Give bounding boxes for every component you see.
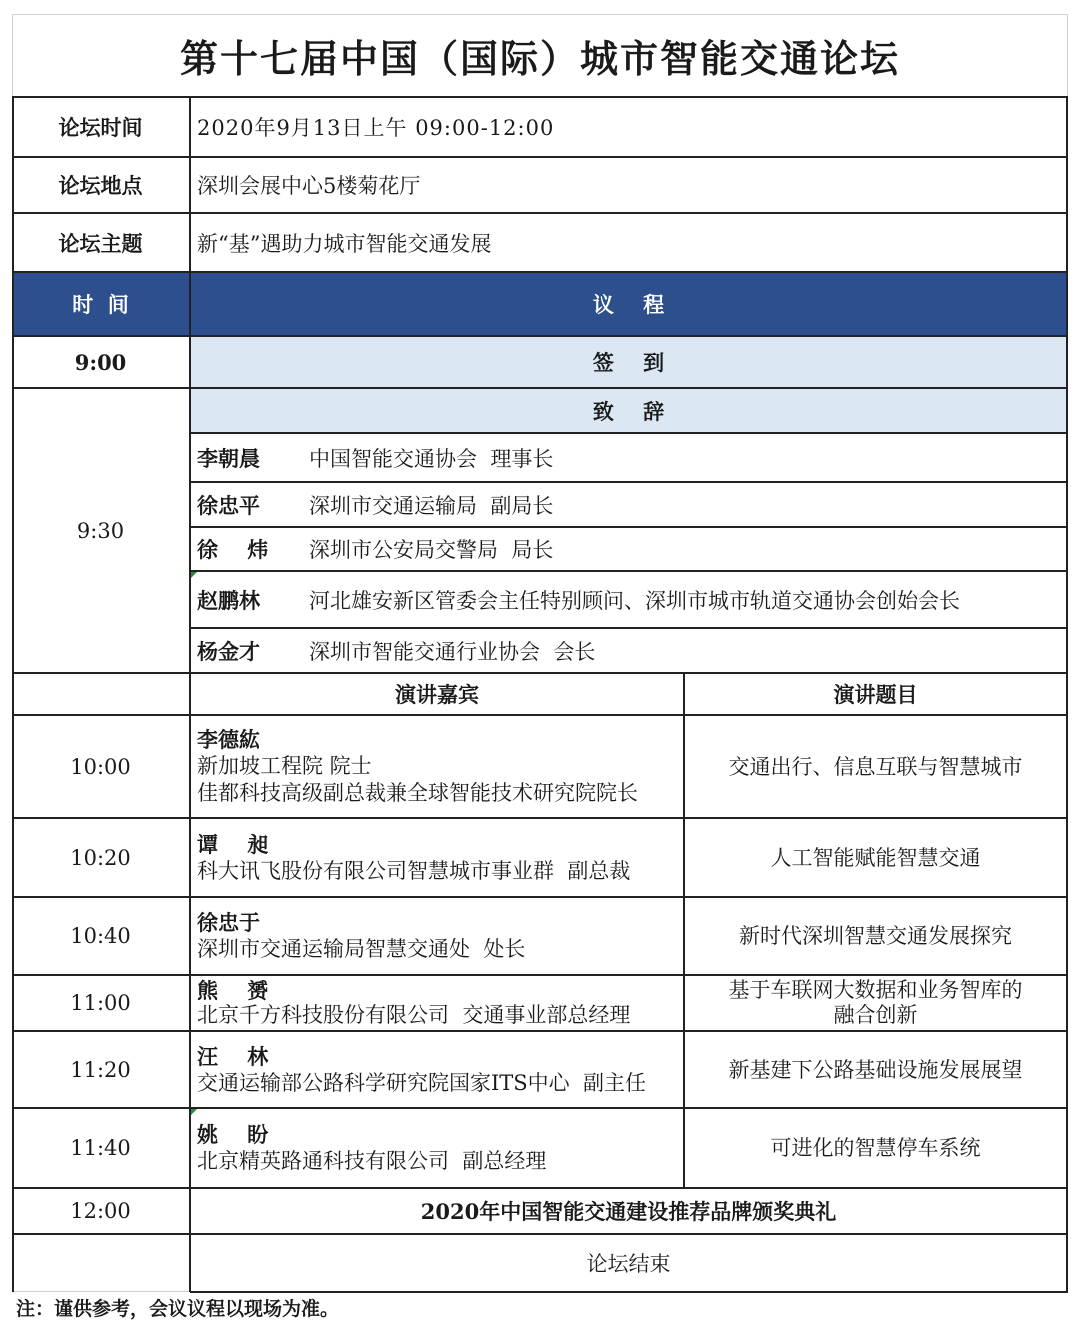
- talk-speaker-name: 谭 昶: [197, 831, 269, 857]
- welcome-speaker: [191, 483, 1066, 526]
- speaker-name: 李朝晨: [197, 445, 260, 471]
- talk-topic: 交通出行、信息互联与智慧城市: [728, 754, 1023, 779]
- talk-topic: 可进化的智慧停车系统: [770, 1136, 981, 1160]
- talk-topic: 新基建下公路基础设施发展展望: [728, 1057, 1023, 1082]
- info-label-venue: 论坛地点: [58, 173, 143, 198]
- speaker-name: 徐忠平: [197, 492, 260, 518]
- rule: [190, 1291, 1068, 1293]
- closing-label: 论坛结束: [586, 1252, 671, 1276]
- welcome-speaker: [191, 434, 1066, 481]
- award-label: 2020年中国智能交通建设推荐品牌颁奖典礼: [420, 1199, 837, 1224]
- talk-speaker-title: 北京千方科技股份有限公司 交通事业部总经理: [197, 1003, 631, 1027]
- info-value-theme: 新“基”遇助力城市智能交通发展: [197, 231, 492, 256]
- talks-header-speaker: 演讲嘉宾: [395, 682, 479, 707]
- info-value-venue: 深圳会展中心5楼菊花厅: [197, 174, 421, 198]
- talk-speaker: [191, 976, 683, 1030]
- award-time: 12:00: [70, 1199, 131, 1223]
- info-label-theme: 论坛主题: [58, 230, 143, 256]
- speaker-role: 中国智能交通协会 理事长: [309, 446, 554, 471]
- talk-speaker: [191, 898, 683, 974]
- welcome-time: 9:30: [76, 518, 125, 543]
- talk-time: 10:20: [70, 845, 131, 870]
- speaker-name: 杨金才: [197, 638, 260, 664]
- talk-topic: 新时代深圳智慧交通发展探究: [739, 924, 1012, 948]
- talk-speaker-name: 姚 盼: [197, 1122, 269, 1147]
- speaker-role: 河北雄安新区管委会主任特别顾问、深圳市城市轨道交通协会创始会长: [309, 588, 960, 613]
- talk-speaker-name: 汪 林: [197, 1043, 269, 1069]
- page-title: 第十七届中国（国际）城市智能交通论坛: [179, 35, 900, 81]
- header-time: 时 间: [72, 292, 129, 317]
- talk-speaker-title: 科大讯飞股份有限公司智慧城市事业群 副总裁: [197, 858, 631, 883]
- talk-time: 11:20: [70, 1057, 131, 1082]
- talks-header-topic: 演讲题目: [833, 682, 918, 707]
- welcome-label: 致 辞: [592, 398, 665, 424]
- talk-topic: 人工智能赋能智慧交通: [770, 845, 981, 870]
- speaker-name: 赵鹏林: [197, 587, 260, 613]
- talk-speaker-title: 新加坡工程院 院士: [197, 754, 372, 778]
- talk-speaker-name: 李德紘: [197, 727, 260, 752]
- talk-topic: 基于车联网大数据和业务智库的融合创新: [728, 978, 1023, 1027]
- welcome-speaker: [191, 629, 1066, 672]
- talk-speaker: [191, 819, 683, 896]
- welcome-speaker: [191, 528, 1066, 570]
- talk-speaker-name: 熊 赟: [197, 978, 269, 1003]
- talk-speaker-name: 徐忠于: [197, 910, 260, 935]
- signin-time: 9:00: [74, 349, 127, 375]
- talk-time: 10:00: [70, 754, 131, 779]
- talk-speaker: [191, 716, 683, 817]
- talk-time: 11:40: [70, 1136, 131, 1160]
- signin-label: 签 到: [592, 350, 665, 375]
- talk-speaker: [191, 1109, 683, 1187]
- speaker-role: 深圳市交通运输局 副局长: [309, 493, 554, 518]
- info-value-time: 2020年9月13日上午 09:00-12:00: [197, 116, 555, 140]
- talk-speaker: [191, 1032, 683, 1107]
- header-agenda: 议 程: [592, 292, 665, 317]
- talk-speaker-title: 佳都科技高级副总裁兼全球智能技术研究院院长: [197, 781, 638, 805]
- talk-time: 11:00: [70, 991, 131, 1015]
- rule: [1066, 96, 1068, 1292]
- speaker-role: 深圳市公安局交警局 局长: [309, 538, 554, 562]
- talk-time: 10:40: [70, 924, 131, 948]
- welcome-speaker: [191, 572, 1066, 627]
- speaker-name: 徐 炜: [197, 537, 269, 562]
- talk-speaker-title: 北京精英路通科技有限公司 副总经理: [197, 1149, 547, 1173]
- info-label-time: 论坛时间: [58, 115, 143, 140]
- talk-speaker-title: 深圳市交通运输局智慧交通处 处长: [197, 937, 526, 961]
- footnote: 注：谨供参考，会议议程以现场为准。: [16, 1298, 340, 1320]
- talk-speaker-title: 交通运输部公路科学研究院国家ITS中心 副主任: [197, 1070, 647, 1095]
- speaker-role: 深圳市智能交通行业协会 会长: [309, 639, 596, 664]
